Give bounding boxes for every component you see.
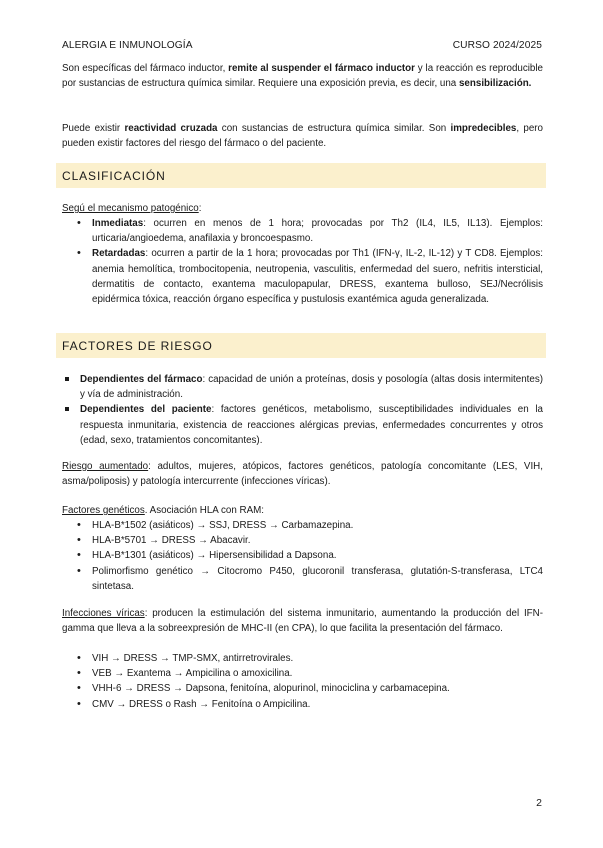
subtitle-tail: : (198, 203, 202, 214)
list-item: • HLA-B*1301 (asiáticos) → Hipersensibilidad a Dapsona. (62, 548, 543, 563)
geneticos-text: . Asociación HLA con RAM: (144, 505, 265, 516)
infecciones-label: Infecciones víricas (62, 608, 145, 619)
list-item: • VEB → Exantema → Ampicilina o amoxicilina. (62, 666, 543, 681)
item-text: : factores genéticos, metabolismo, susceptibilidades individuales en la respuesta inmunitaria, existencia de reacciones alérgicas previas, enfermedades concurrentes y otros (edad, sexo, tratamientos concomitantes). (80, 404, 543, 446)
list-item (62, 372, 543, 402)
header-course-title: ALERGIA E INMUNOLOGÍA (62, 40, 193, 51)
clasificacion-list (62, 216, 543, 307)
riesgo-text: : adultos, mujeres, atópicos, factores genéticos, patología concomitante (LES, VIH, asma/poliposis) y patología intercurrente (infecciones víricas). (62, 461, 543, 488)
intro-paragraph-2 (62, 121, 543, 151)
intro-text: , pero pueden existir factores del riesgo del fármaco o del paciente. (62, 123, 543, 150)
list-item: • HLA-B*5701 → DRESS → Abacavir. (62, 533, 543, 548)
list-item: • CMV → DRESS o Rash → Fenitoína o Ampicilina. (62, 697, 543, 712)
item-term: Dependientes del fármaco (80, 374, 203, 385)
item-term: Inmediatas (92, 218, 144, 229)
item-term: Retardadas (92, 248, 146, 260)
list-item (62, 246, 543, 307)
riesgo-label: Riesgo aumentado (62, 461, 149, 472)
item-term: Dependientes del paciente (80, 404, 212, 416)
intro-text: y la reacción es reproducible por sustancias de estructura química similar. Requiere una exposición previa, es decir, una (62, 63, 543, 90)
infecciones-viricas-paragraph (62, 606, 543, 636)
factores-list (62, 372, 543, 448)
geneticos-label: Factores genéticos (62, 505, 145, 516)
item-text: : ocurren a partir de la 1 hora; provocadas por Th1 (IFN-γ, IL-2, IL-12) y T CD8. Ejemplos: anemia hemolítica, trombocitopenia, neutropenia, vasculitis, enfermedad del suero, nefritis intersticial, dermatitis de contacto, exantema maculopapular, DRESS, exantema bulloso, SEJ/Necrólisis epidérmica tóxica, reacción órgano específica y pustulosis exantémica aguda generalizada. (92, 248, 543, 306)
intro-bold: reactividad cruzada (124, 123, 218, 134)
section-heading-factores-riesgo (56, 333, 546, 358)
page-number: 2 (536, 797, 542, 809)
section-heading-clasificacion (56, 163, 546, 188)
item-text: : ocurren en menos de 1 hora; provocadas por Th2 (IL4, IL5, IL13). Ejemplos: urticaria/angioedema, anafilaxia y broncoespasmo. (92, 218, 543, 245)
subtitle-underlined: Segú el mecanismo patogénico (62, 203, 199, 214)
intro-text: Puede existir (62, 123, 125, 134)
intro-text: con sustancias de estructura química similar. Son (217, 123, 451, 134)
intro-bold: sensibilización. (458, 78, 532, 90)
list-item (62, 402, 543, 448)
list-item: • VHH-6 → DRESS → Dapsona, fenitoína, alopurinol, minociclina y carbamacepina. (62, 681, 543, 696)
intro-paragraph-1 (62, 61, 543, 91)
intro-bold: impredecibles (450, 123, 517, 134)
section-title: CLASIFICACIÓN (62, 169, 166, 183)
list-item (62, 216, 543, 246)
item-text: : capacidad de unión a proteínas, dosis y posología (altas dosis intermitentes) y vía de administración. (80, 374, 543, 401)
list-item: • HLA-B*1502 (asiáticos) → SSJ, DRESS → Carbamazepina. (62, 518, 543, 533)
list-item: • VIH → DRESS → TMP-SMX, antirretrovirales. (62, 651, 543, 666)
list-item: • Polimorfismo genético → Citocromo P450, glucoronil transferasa, glutatión-S-transferasa, LTC4 sintetasa. (62, 564, 543, 594)
geneticos-list (62, 518, 543, 594)
header-course-year: CURSO 2024/2025 (452, 40, 542, 51)
section-title: FACTORES DE RIESGO (62, 339, 213, 353)
infecciones-list (62, 651, 543, 712)
infecciones-text: : producen la estimulación del sistema inmunitario, aumentando la producción del IFN-gamma que lleva a la sobreexpresión de MHC-II (en CPA), lo que facilita la presentación del fármaco. (62, 608, 543, 635)
intro-bold: remite al suspender el fármaco inductor (228, 63, 415, 74)
intro-text: Son específicas del fármaco inductor, (62, 63, 229, 74)
clasificacion-subtitle (62, 201, 543, 216)
riesgo-aumentado-paragraph (62, 459, 543, 489)
factores-geneticos-paragraph (62, 503, 543, 518)
